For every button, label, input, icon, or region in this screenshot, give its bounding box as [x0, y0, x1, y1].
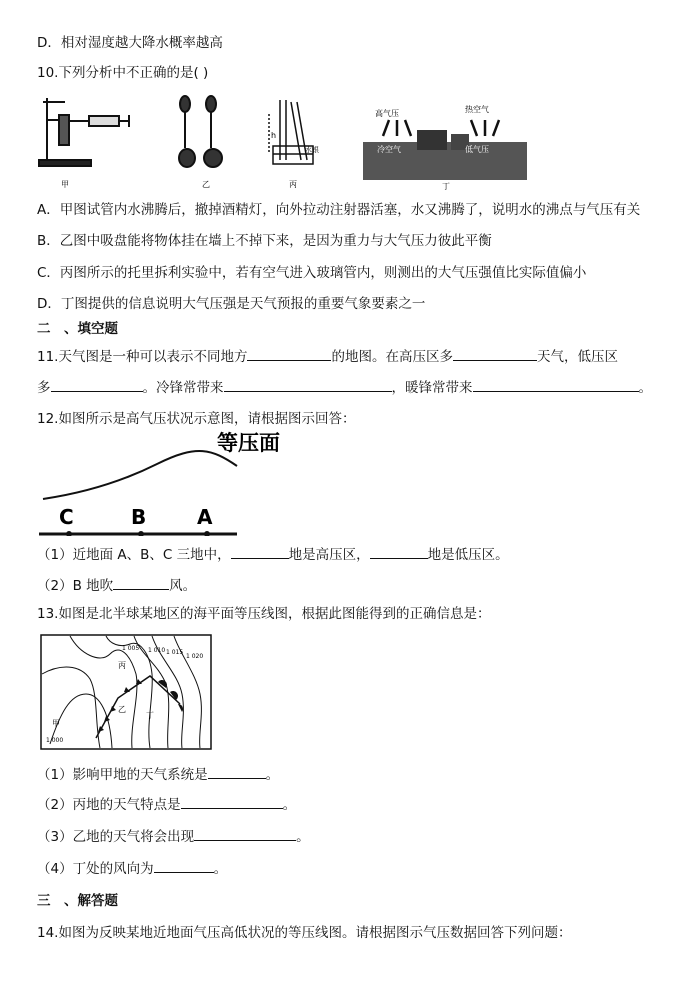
point-a-dot — [204, 531, 210, 536]
q12-sub1 — [37, 544, 509, 564]
q12-sub2-text-b: 风。 — [169, 578, 197, 594]
map-isobar-1015: 1 015 — [166, 649, 184, 656]
q13-sub4-text: （4）丁处的风向为 — [37, 861, 154, 877]
q11-blank-1[interactable] — [247, 346, 331, 361]
q10-option-c: C．丙图所示的托里拆利实验中，若有空气进入玻璃管内，则测出的大气压强值比实际值偏小 — [37, 265, 587, 281]
q13-stem: 13.如图是北半球某地区的海平面等压线图，根据此图能得到的正确信息是： — [37, 606, 491, 622]
isobaric-surface-curve — [43, 451, 237, 499]
map-label-ding: 丁 — [146, 711, 154, 720]
q13-sub3-end: 。 — [296, 829, 310, 845]
q10-option-d: D．丁图提供的信息说明大气压强是天气预报的重要气象要素之一 — [37, 296, 426, 312]
map-isobar-1020: 1 020 — [186, 653, 204, 660]
q10-option-b: B．乙图中吸盘能将物体挂在墙上不掉下来，是因为重力与大气压力彼此平衡 — [37, 233, 492, 249]
q13-sub3-text: （3）乙地的天气将会出现 — [37, 829, 195, 845]
figure-bing-mercury-label: 水银 — [305, 146, 319, 154]
q12-stem: 12.如图所示是高气压状况示意图，请根据图示回答： — [37, 411, 356, 427]
q12-blank-1[interactable] — [231, 544, 289, 559]
point-c-label: C — [59, 505, 74, 529]
point-b-label: B — [131, 505, 147, 529]
q10-stem: 10.下列分析中不正确的是( ) — [37, 65, 209, 81]
q13-isobar-map — [40, 634, 212, 750]
q10-option-a: A．甲图试管内水沸腾后，撤掉酒精灯，向外拉动注射器活塞，水又沸腾了，说明水的沸点与气压有关 — [37, 202, 641, 218]
q11-line2 — [37, 377, 652, 397]
q12-blank-3[interactable] — [113, 575, 169, 590]
q12-figure — [37, 424, 297, 536]
q12-sub1-text-b: 地是高压区， — [288, 547, 370, 563]
point-a-label: A — [197, 505, 213, 529]
map-label-yi: 乙 — [118, 705, 126, 714]
point-b-dot — [138, 531, 144, 536]
figure-yi-suction — [179, 96, 222, 167]
q11-line1 — [37, 346, 618, 366]
q12-figure-title: 等压面 — [217, 431, 280, 455]
map-isobar-1005: 1 005 — [122, 645, 140, 652]
figure-ding-low-label: 低气压 — [465, 145, 489, 154]
q13-blank-2[interactable] — [181, 794, 283, 809]
q13-sub1-end: 。 — [265, 767, 280, 783]
q11-text-5: 。冷锋常带来 — [142, 380, 224, 396]
point-c-dot — [66, 531, 72, 536]
q11-text-2: 的地图。在高压区多 — [331, 349, 453, 365]
figure-bing-h-label: h — [271, 131, 277, 140]
q12-sub2-text-a: （2）B 地吹 — [37, 578, 114, 594]
q13-blank-1[interactable] — [208, 764, 266, 779]
q11-blank-4[interactable] — [224, 377, 392, 392]
figure-label-ding: 丁 — [442, 182, 450, 191]
q13-sub2-text: （2）丙地的天气特点是 — [37, 797, 181, 813]
q12-blank-2[interactable] — [370, 544, 428, 559]
figure-ding-cold-label: 冷空气 — [377, 145, 401, 154]
q11-text-1: 11.天气图是一种可以表示不同地方 — [37, 349, 248, 365]
figure-label-jia: 甲 — [61, 180, 69, 189]
map-label-bing: 丙 — [118, 661, 126, 670]
section-three-heading: 三 、解答题 — [37, 893, 118, 909]
q10-figures — [37, 90, 537, 195]
q9-option-d: D．相对湿度越大降水概率越高 — [37, 35, 223, 51]
q11-blank-5[interactable] — [473, 377, 639, 392]
figure-ding-high-label: 高气压 — [375, 109, 399, 118]
q13-sub1 — [37, 764, 279, 784]
q13-sub2-end: 。 — [282, 797, 297, 813]
q11-text-6: ，暖锋常带来 — [391, 380, 473, 396]
map-isobar-1010: 1 010 — [148, 647, 166, 654]
q13-sub4-end: 。 — [213, 861, 228, 877]
q13-sub3 — [37, 826, 310, 846]
q12-sub2 — [37, 575, 196, 595]
q11-text-3: 天气，低压区 — [536, 349, 618, 365]
map-label-jia: 甲 — [52, 719, 60, 728]
q13-sub1-text: （1）影响甲地的天气系统是 — [37, 767, 208, 783]
figure-jia-apparatus — [39, 98, 129, 166]
q13-blank-4[interactable] — [154, 858, 214, 873]
figure-label-yi: 乙 — [202, 180, 210, 189]
q13-sub4 — [37, 858, 227, 878]
q11-blank-3[interactable] — [51, 377, 143, 392]
map-isobar-1000: 1 000 — [46, 737, 64, 744]
q12-sub1-text-a: （1）近地面 A、B、C 三地中， — [37, 547, 231, 563]
q12-sub1-text-c: 地是低压区。 — [427, 547, 509, 563]
q11-text-7: 。 — [638, 380, 652, 396]
q14-stem: 14.如图为反映某地近地面气压高低状况的等压线图。请根据图示气压数据回答下列问题： — [37, 925, 572, 941]
q11-text-4: 多 — [37, 380, 51, 396]
q11-blank-2[interactable] — [453, 346, 537, 361]
q13-sub2 — [37, 794, 296, 814]
figure-label-bing: 丙 — [289, 180, 297, 189]
section-two-heading: 二 、填空题 — [37, 321, 118, 337]
figure-ding-hot-label: 热空气 — [465, 105, 489, 114]
q13-blank-3[interactable] — [194, 826, 296, 841]
